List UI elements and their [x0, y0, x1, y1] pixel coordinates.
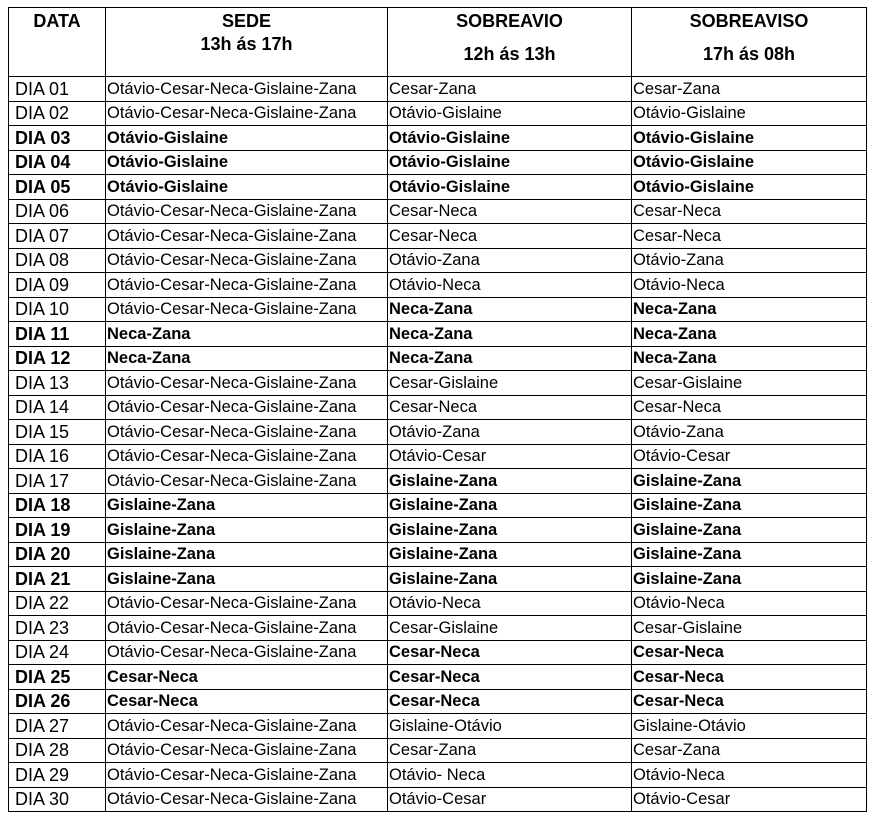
table-row	[9, 175, 867, 200]
sede-cell: Otávio-Cesar-Neca-Gislaine-Zana	[106, 420, 388, 445]
header-row	[9, 8, 867, 77]
day-cell: DIA 30	[9, 787, 106, 812]
sobreaviso-cell: Gislaine-Zana	[632, 493, 867, 518]
header-sobreavio	[388, 8, 632, 77]
sobreaviso-cell: Otávio-Cesar	[632, 787, 867, 812]
sobreaviso-cell: Otávio-Gislaine	[632, 126, 867, 151]
table-row	[9, 346, 867, 371]
sede-cell: Otávio-Gislaine	[106, 175, 388, 200]
sobreavio-cell: Cesar-Neca	[388, 199, 632, 224]
day-cell: DIA 03	[9, 126, 106, 151]
table-row	[9, 567, 867, 592]
table-row	[9, 395, 867, 420]
sede-cell: Gislaine-Zana	[106, 567, 388, 592]
sobreavio-cell: Otávio-Gislaine	[388, 126, 632, 151]
table-row	[9, 273, 867, 298]
sede-cell: Otávio-Cesar-Neca-Gislaine-Zana	[106, 591, 388, 616]
sede-cell: Neca-Zana	[106, 346, 388, 371]
sobreaviso-cell: Cesar-Zana	[632, 77, 867, 102]
sede-cell: Otávio-Gislaine	[106, 126, 388, 151]
day-cell: DIA 08	[9, 248, 106, 273]
table-row	[9, 126, 867, 151]
sobreaviso-cell: Otávio-Gislaine	[632, 175, 867, 200]
sobreaviso-cell: Otávio-Cesar	[632, 444, 867, 469]
sobreaviso-cell: Gislaine-Otávio	[632, 714, 867, 739]
sobreaviso-cell: Otávio-Zana	[632, 420, 867, 445]
sobreavio-cell: Cesar-Gislaine	[388, 616, 632, 641]
day-cell: DIA 21	[9, 567, 106, 592]
sobreavio-cell: Cesar-Neca	[388, 689, 632, 714]
day-cell: DIA 19	[9, 518, 106, 543]
day-cell: DIA 26	[9, 689, 106, 714]
day-cell: DIA 28	[9, 738, 106, 763]
table-row	[9, 665, 867, 690]
table-row	[9, 787, 867, 812]
sobreaviso-cell: Cesar-Zana	[632, 738, 867, 763]
sobreaviso-cell: Cesar-Neca	[632, 640, 867, 665]
header-sobreavio-hours: 12h ás 13h	[463, 44, 556, 64]
sede-cell: Otávio-Cesar-Neca-Gislaine-Zana	[106, 616, 388, 641]
sobreavio-cell: Cesar-Neca	[388, 224, 632, 249]
day-cell: DIA 06	[9, 199, 106, 224]
sede-cell: Cesar-Neca	[106, 689, 388, 714]
table-row	[9, 420, 867, 445]
sobreavio-cell: Otávio- Neca	[388, 763, 632, 788]
day-cell: DIA 24	[9, 640, 106, 665]
sobreaviso-cell: Gislaine-Zana	[632, 469, 867, 494]
header-sobreaviso-title: SOBREAVISO	[689, 11, 809, 31]
day-cell: DIA 20	[9, 542, 106, 567]
sobreaviso-cell: Gislaine-Zana	[632, 518, 867, 543]
sede-cell: Otávio-Gislaine	[106, 150, 388, 175]
table-row	[9, 444, 867, 469]
day-cell: DIA 11	[9, 322, 106, 347]
sobreaviso-cell: Cesar-Neca	[632, 665, 867, 690]
sobreaviso-cell: Gislaine-Zana	[632, 567, 867, 592]
sede-cell: Otávio-Cesar-Neca-Gislaine-Zana	[106, 101, 388, 126]
table-row	[9, 714, 867, 739]
table-row	[9, 640, 867, 665]
sobreavio-cell: Cesar-Neca	[388, 640, 632, 665]
sobreaviso-cell: Cesar-Neca	[632, 199, 867, 224]
table-row	[9, 763, 867, 788]
sede-cell: Otávio-Cesar-Neca-Gislaine-Zana	[106, 248, 388, 273]
day-cell: DIA 22	[9, 591, 106, 616]
sobreaviso-cell: Cesar-Neca	[632, 395, 867, 420]
sobreaviso-cell: Cesar-Gislaine	[632, 371, 867, 396]
sede-cell: Otávio-Cesar-Neca-Gislaine-Zana	[106, 199, 388, 224]
sobreaviso-cell: Cesar-Neca	[632, 689, 867, 714]
sede-cell: Otávio-Cesar-Neca-Gislaine-Zana	[106, 273, 388, 298]
table-row	[9, 493, 867, 518]
sobreavio-cell: Cesar-Zana	[388, 738, 632, 763]
sede-cell: Otávio-Cesar-Neca-Gislaine-Zana	[106, 371, 388, 396]
sobreavio-cell: Gislaine-Zana	[388, 518, 632, 543]
sede-cell: Otávio-Cesar-Neca-Gislaine-Zana	[106, 738, 388, 763]
header-data: DATA	[9, 8, 106, 77]
sede-cell: Gislaine-Zana	[106, 542, 388, 567]
table-row	[9, 371, 867, 396]
day-cell: DIA 05	[9, 175, 106, 200]
sobreavio-cell: Cesar-Zana	[388, 77, 632, 102]
table-row	[9, 297, 867, 322]
sede-cell: Otávio-Cesar-Neca-Gislaine-Zana	[106, 224, 388, 249]
day-cell: DIA 17	[9, 469, 106, 494]
table-row	[9, 150, 867, 175]
sobreavio-cell: Gislaine-Zana	[388, 469, 632, 494]
day-cell: DIA 14	[9, 395, 106, 420]
sobreaviso-cell: Otávio-Gislaine	[632, 101, 867, 126]
sobreavio-cell: Otávio-Neca	[388, 591, 632, 616]
sobreavio-cell: Otávio-Gislaine	[388, 101, 632, 126]
header-sobreavio-title: SOBREAVIO	[456, 11, 563, 31]
table-row	[9, 77, 867, 102]
day-cell: DIA 25	[9, 665, 106, 690]
sobreaviso-cell: Cesar-Gislaine	[632, 616, 867, 641]
header-sede	[106, 8, 388, 77]
sede-cell: Otávio-Cesar-Neca-Gislaine-Zana	[106, 395, 388, 420]
day-cell: DIA 18	[9, 493, 106, 518]
sobreavio-cell: Otávio-Neca	[388, 273, 632, 298]
day-cell: DIA 12	[9, 346, 106, 371]
sede-cell: Otávio-Cesar-Neca-Gislaine-Zana	[106, 444, 388, 469]
table-row	[9, 616, 867, 641]
sede-cell: Gislaine-Zana	[106, 493, 388, 518]
table-row	[9, 248, 867, 273]
sobreaviso-cell: Otávio-Neca	[632, 763, 867, 788]
sobreavio-cell: Cesar-Neca	[388, 395, 632, 420]
table-row	[9, 542, 867, 567]
day-cell: DIA 04	[9, 150, 106, 175]
table-row	[9, 199, 867, 224]
sede-cell: Neca-Zana	[106, 322, 388, 347]
sede-cell: Otávio-Cesar-Neca-Gislaine-Zana	[106, 469, 388, 494]
table-row	[9, 689, 867, 714]
day-cell: DIA 15	[9, 420, 106, 445]
sobreavio-cell: Otávio-Zana	[388, 420, 632, 445]
day-cell: DIA 09	[9, 273, 106, 298]
sobreaviso-cell: Otávio-Neca	[632, 591, 867, 616]
schedule-table	[8, 7, 867, 812]
sobreavio-cell: Neca-Zana	[388, 297, 632, 322]
sobreavio-cell: Cesar-Gislaine	[388, 371, 632, 396]
day-cell: DIA 07	[9, 224, 106, 249]
sobreaviso-cell: Neca-Zana	[632, 297, 867, 322]
table-row	[9, 591, 867, 616]
table-row	[9, 738, 867, 763]
sobreavio-cell: Gislaine-Zana	[388, 567, 632, 592]
day-cell: DIA 29	[9, 763, 106, 788]
sobreavio-cell: Otávio-Cesar	[388, 444, 632, 469]
table-row	[9, 518, 867, 543]
header-sede-hours: 13h ás 17h	[200, 34, 293, 54]
sede-cell: Gislaine-Zana	[106, 518, 388, 543]
sobreaviso-cell: Neca-Zana	[632, 322, 867, 347]
sobreaviso-cell: Otávio-Neca	[632, 273, 867, 298]
table-row	[9, 469, 867, 494]
sobreavio-cell: Otávio-Gislaine	[388, 175, 632, 200]
sobreavio-cell: Neca-Zana	[388, 322, 632, 347]
sede-cell: Otávio-Cesar-Neca-Gislaine-Zana	[106, 763, 388, 788]
sede-cell: Otávio-Cesar-Neca-Gislaine-Zana	[106, 714, 388, 739]
table-row	[9, 101, 867, 126]
sobreavio-cell: Neca-Zana	[388, 346, 632, 371]
day-cell: DIA 02	[9, 101, 106, 126]
header-sobreaviso-hours: 17h ás 08h	[702, 44, 796, 64]
sobreavio-cell: Cesar-Neca	[388, 665, 632, 690]
day-cell: DIA 10	[9, 297, 106, 322]
sobreavio-cell: Gislaine-Zana	[388, 493, 632, 518]
day-cell: DIA 01	[9, 77, 106, 102]
day-cell: DIA 13	[9, 371, 106, 396]
sobreavio-cell: Gislaine-Otávio	[388, 714, 632, 739]
sobreaviso-cell: Otávio-Gislaine	[632, 150, 867, 175]
header-sobreaviso	[632, 8, 867, 77]
day-cell: DIA 16	[9, 444, 106, 469]
sede-cell: Otávio-Cesar-Neca-Gislaine-Zana	[106, 297, 388, 322]
sobreaviso-cell: Neca-Zana	[632, 346, 867, 371]
sobreaviso-cell: Otávio-Zana	[632, 248, 867, 273]
sede-cell: Cesar-Neca	[106, 665, 388, 690]
sobreaviso-cell: Cesar-Neca	[632, 224, 867, 249]
sobreavio-cell: Gislaine-Zana	[388, 542, 632, 567]
sobreavio-cell: Otávio-Zana	[388, 248, 632, 273]
sede-cell: Otávio-Cesar-Neca-Gislaine-Zana	[106, 77, 388, 102]
table-row	[9, 224, 867, 249]
sede-cell: Otávio-Cesar-Neca-Gislaine-Zana	[106, 787, 388, 812]
sobreaviso-cell: Gislaine-Zana	[632, 542, 867, 567]
header-sede-title: SEDE	[221, 11, 272, 31]
sobreavio-cell: Otávio-Cesar	[388, 787, 632, 812]
day-cell: DIA 27	[9, 714, 106, 739]
sede-cell: Otávio-Cesar-Neca-Gislaine-Zana	[106, 640, 388, 665]
day-cell: DIA 23	[9, 616, 106, 641]
table-row	[9, 322, 867, 347]
sobreavio-cell: Otávio-Gislaine	[388, 150, 632, 175]
